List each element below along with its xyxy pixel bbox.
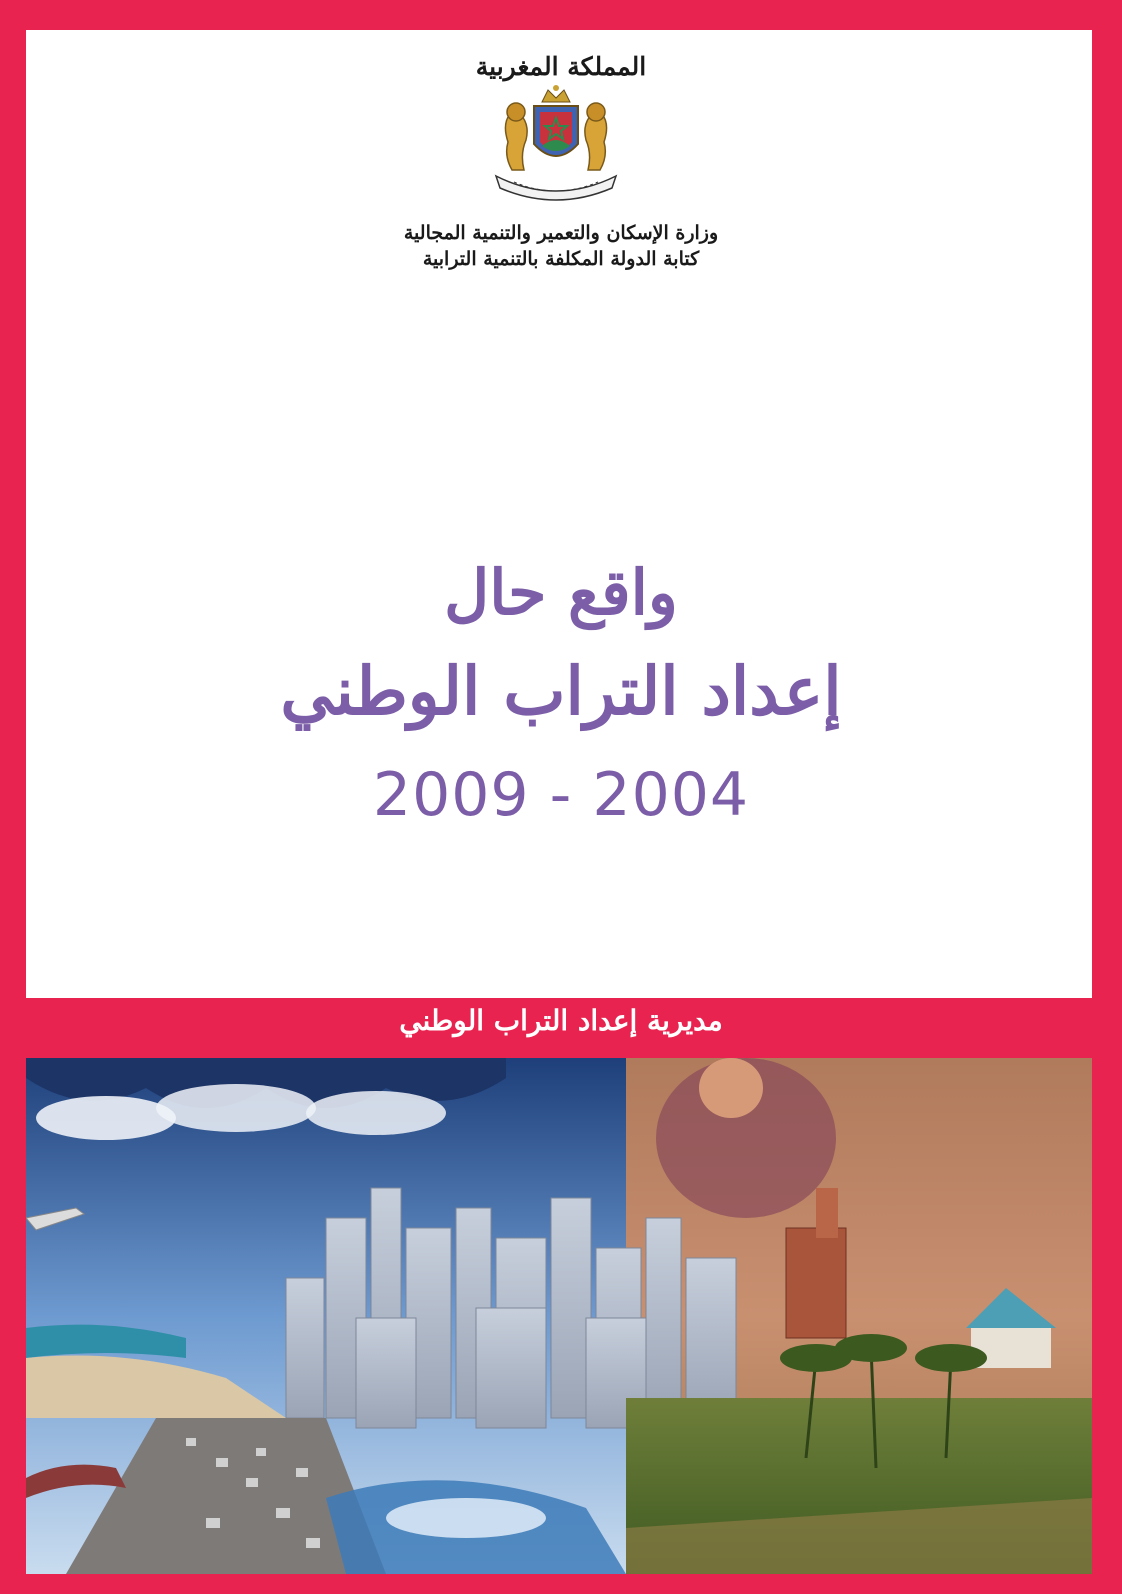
directorate-name: مديرية إعداد التراب الوطني bbox=[399, 1004, 723, 1037]
secretariat-name: كتابة الدولة المكلفة بالتنمية الترابية bbox=[422, 248, 700, 270]
report-title-line2: إعداد التراب الوطني bbox=[280, 652, 842, 730]
moroccan-coat-of-arms-icon bbox=[490, 84, 622, 204]
kingdom-name: المملكة المغربية bbox=[475, 52, 647, 81]
report-years: 2009 - 2004 bbox=[372, 760, 750, 830]
ministry-name: وزارة الإسكان والتعمير والتنمية المجالية bbox=[403, 222, 719, 244]
ministry-block bbox=[0, 220, 1122, 272]
report-title-line1: واقع حال bbox=[444, 556, 678, 629]
cover-photo-collage bbox=[26, 1058, 1092, 1574]
